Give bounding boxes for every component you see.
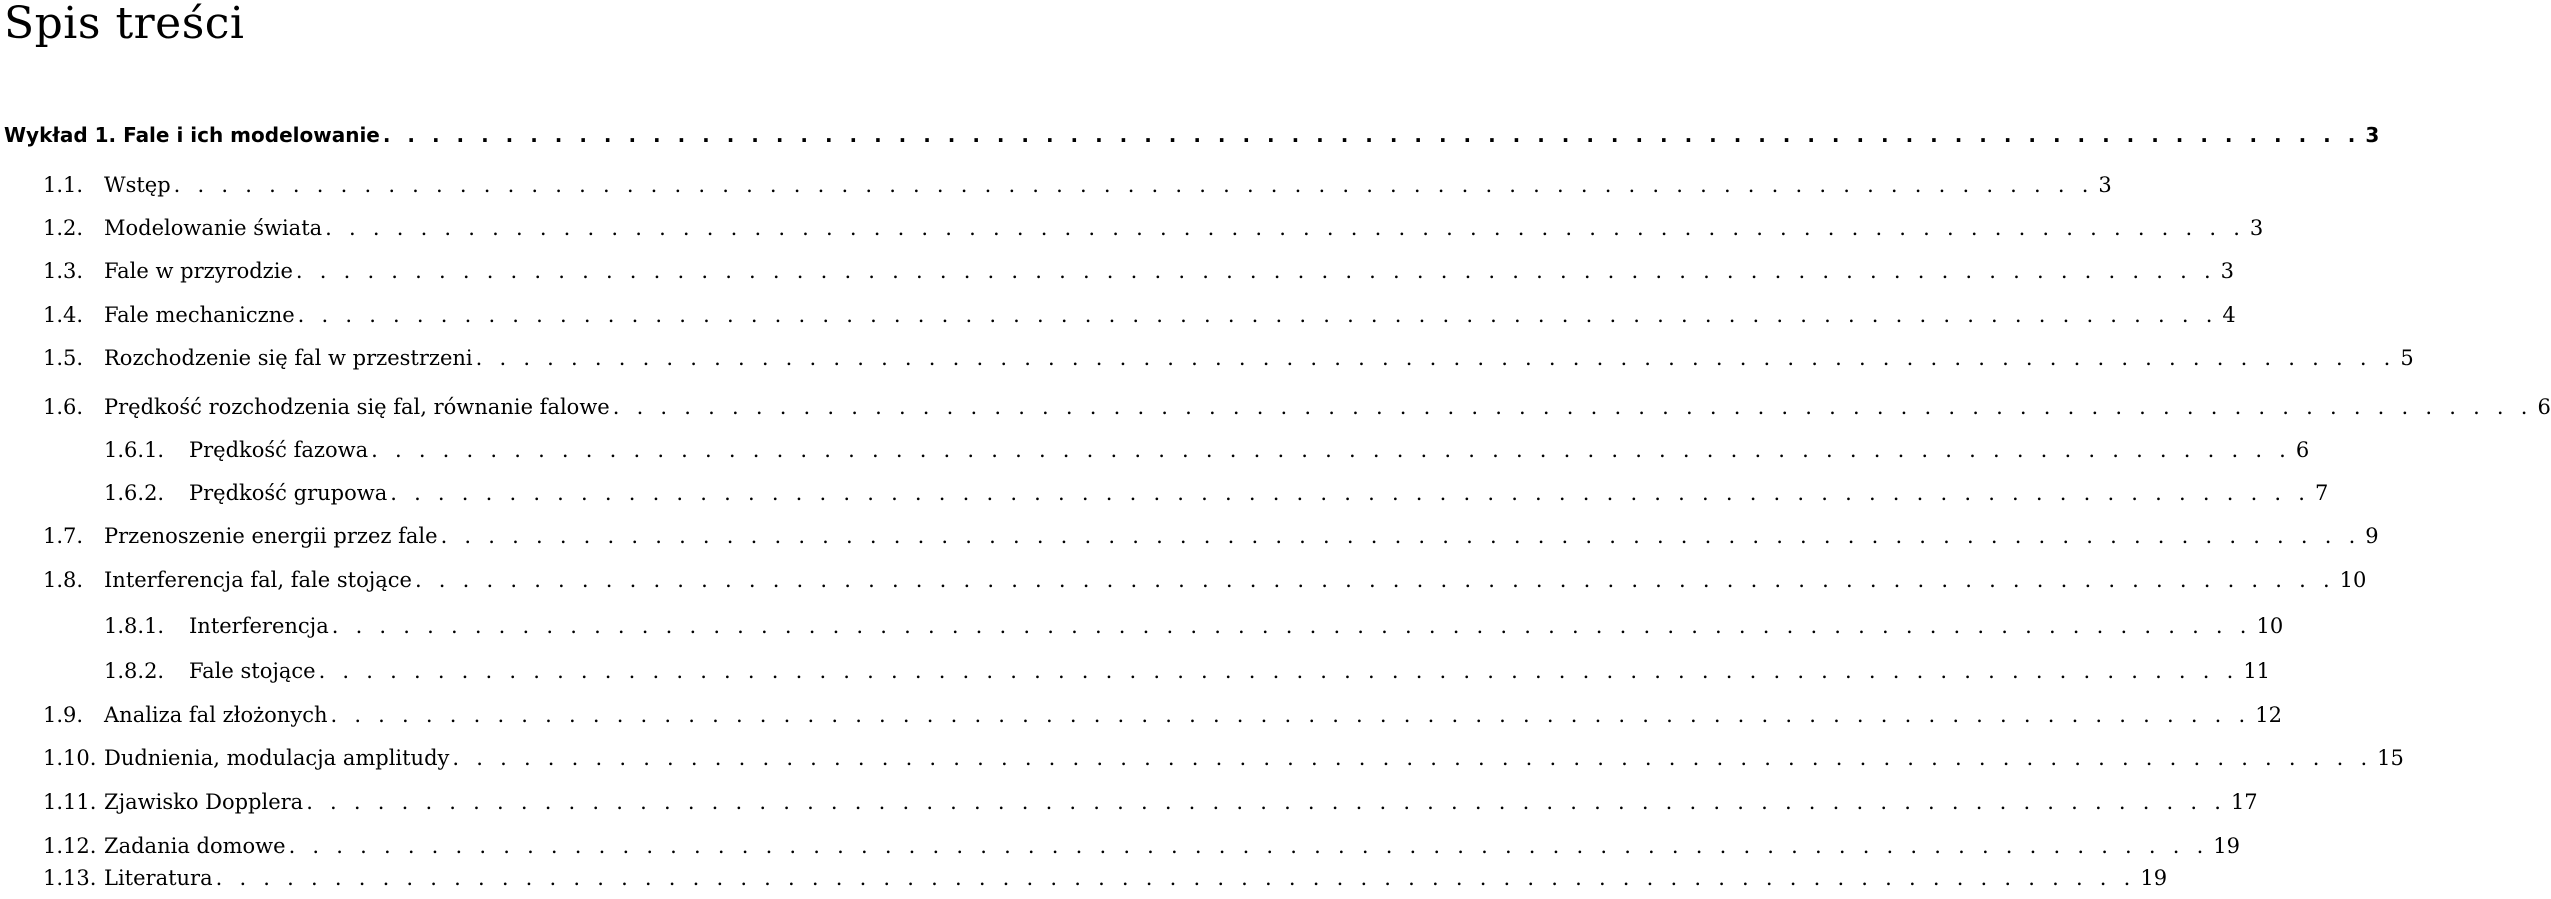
toc-entry-label: Dudnienia, modulacja amplitudy [104, 746, 450, 770]
toc-entry-page: 15 [2377, 746, 2404, 770]
toc-dot-leader [322, 210, 2240, 246]
toc-entry[interactable] [43, 210, 2264, 246]
toc-dot-leader [171, 167, 2089, 203]
toc-entry-label: Zjawisko Dopplera [104, 790, 304, 814]
toc-entry-label: Interferencja fal, fale stojące [104, 568, 412, 592]
toc-entry-number: 1.2. [43, 216, 84, 240]
toc-dot-leader [316, 653, 2234, 689]
toc-dot-leader [286, 828, 2204, 864]
toc-entry-page: 9 [2365, 524, 2379, 548]
toc-entry-number: 1.13. [43, 866, 97, 890]
toc-entry-page: 4 [2222, 303, 2236, 327]
toc-entry-number: 1.8. [43, 568, 84, 592]
toc-entry-page: 6 [2537, 395, 2551, 419]
toc-dot-leader [295, 297, 2213, 333]
toc-entry-page: 3 [2249, 216, 2264, 240]
toc-entry[interactable] [104, 653, 2271, 689]
toc-title: Spis treści [4, 0, 245, 49]
toc-chapter-page: 3 [2365, 123, 2380, 147]
toc-entry-label: Analiza fal złożonych [104, 703, 328, 727]
toc-entry-label: Prędkość rozchodzenia się fal, równanie falowe [104, 395, 610, 419]
toc-entry-number: 1.8.1. [104, 614, 165, 638]
toc-entry[interactable] [43, 784, 2258, 820]
toc-dot-leader [473, 340, 2391, 376]
toc-entry-page: 17 [2230, 790, 2258, 814]
toc-dot-leader [329, 608, 2247, 644]
toc-entry-page: 11 [2243, 659, 2271, 683]
toc-entry[interactable] [43, 518, 2379, 554]
toc-entry-label: Przenoszenie energii przez fale [104, 524, 438, 548]
toc-entry-page: 7 [2314, 481, 2329, 505]
toc-entry-label: Wstęp [104, 173, 171, 197]
toc-entry[interactable] [104, 432, 2310, 468]
toc-entry-label: Fale stojące [189, 659, 316, 683]
toc-entry[interactable] [43, 828, 2241, 864]
toc-dot-leader [449, 740, 2367, 776]
toc-dot-leader [368, 432, 2286, 468]
toc-entry-page: 6 [2295, 438, 2310, 462]
toc-dot-leader [380, 117, 2355, 153]
toc-dot-leader [438, 518, 2356, 554]
toc-dot-leader [303, 784, 2221, 820]
toc-entry-page: 5 [2400, 346, 2414, 370]
toc-entry[interactable] [43, 697, 2282, 733]
toc-entry-label: Literatura [104, 866, 213, 890]
toc-entry-number: 1.11. [43, 790, 97, 814]
toc-entry-number: 1.6. [43, 395, 84, 419]
toc-entry-label: Prędkość grupowa [189, 481, 388, 505]
toc-entry-number: 1.7. [43, 524, 84, 548]
toc-entry[interactable] [104, 475, 2329, 511]
toc-entry-number: 1.3. [43, 259, 84, 283]
toc-entry-number: 1.8.2. [104, 659, 165, 683]
toc-entry-page: 12 [2255, 703, 2282, 727]
toc-dot-leader [213, 860, 2131, 896]
toc-chapter-label: Wykład 1. Fale i ich modelowanie [4, 123, 380, 147]
toc-entry-label: Fale w przyrodzie [104, 259, 293, 283]
toc-entry-number: 1.6.1. [104, 438, 165, 462]
toc-entry[interactable] [43, 740, 2404, 776]
toc-entry-page: 10 [2256, 614, 2284, 638]
toc-entry-number: 1.6.2. [104, 481, 165, 505]
toc-dot-leader [293, 253, 2211, 289]
toc-entry-page: 3 [2220, 259, 2234, 283]
toc-entry-label: Interferencja [189, 614, 329, 638]
toc-entry-number: 1.5. [43, 346, 84, 370]
toc-entry[interactable] [43, 297, 2236, 333]
toc-entry-page: 19 [2140, 866, 2168, 890]
toc-entry[interactable] [43, 167, 2112, 203]
toc-entry-page: 10 [2339, 568, 2367, 592]
toc-entry[interactable] [43, 253, 2234, 289]
toc-entry[interactable] [43, 562, 2367, 598]
toc-entry[interactable] [43, 389, 2551, 425]
toc-dot-leader [387, 475, 2305, 511]
toc-entry[interactable] [43, 340, 2414, 376]
toc-chapter-row[interactable] [4, 117, 2380, 153]
toc-entry-number: 1.1. [43, 173, 84, 197]
toc-entry-label: Modelowanie świata [104, 216, 323, 240]
toc-entry-label: Zadania domowe [104, 834, 286, 858]
toc-entry-number: 1.12. [43, 834, 97, 858]
toc-entry[interactable] [104, 608, 2284, 644]
toc-entry[interactable] [43, 860, 2168, 896]
toc-entry-label: Prędkość fazowa [189, 438, 369, 462]
toc-entry-number: 1.9. [43, 703, 84, 727]
toc-entry-number: 1.10. [43, 746, 97, 770]
toc-entry-label: Fale mechaniczne [104, 303, 295, 327]
toc-dot-leader [610, 389, 2528, 425]
toc-entry-page: 3 [2098, 173, 2112, 197]
toc-dot-leader [412, 562, 2330, 598]
toc-entry-number: 1.4. [43, 303, 84, 327]
toc-dot-leader [327, 697, 2245, 733]
toc-entry-page: 19 [2213, 834, 2241, 858]
toc-entry-label: Rozchodzenie się fal w przestrzeni [104, 346, 473, 370]
